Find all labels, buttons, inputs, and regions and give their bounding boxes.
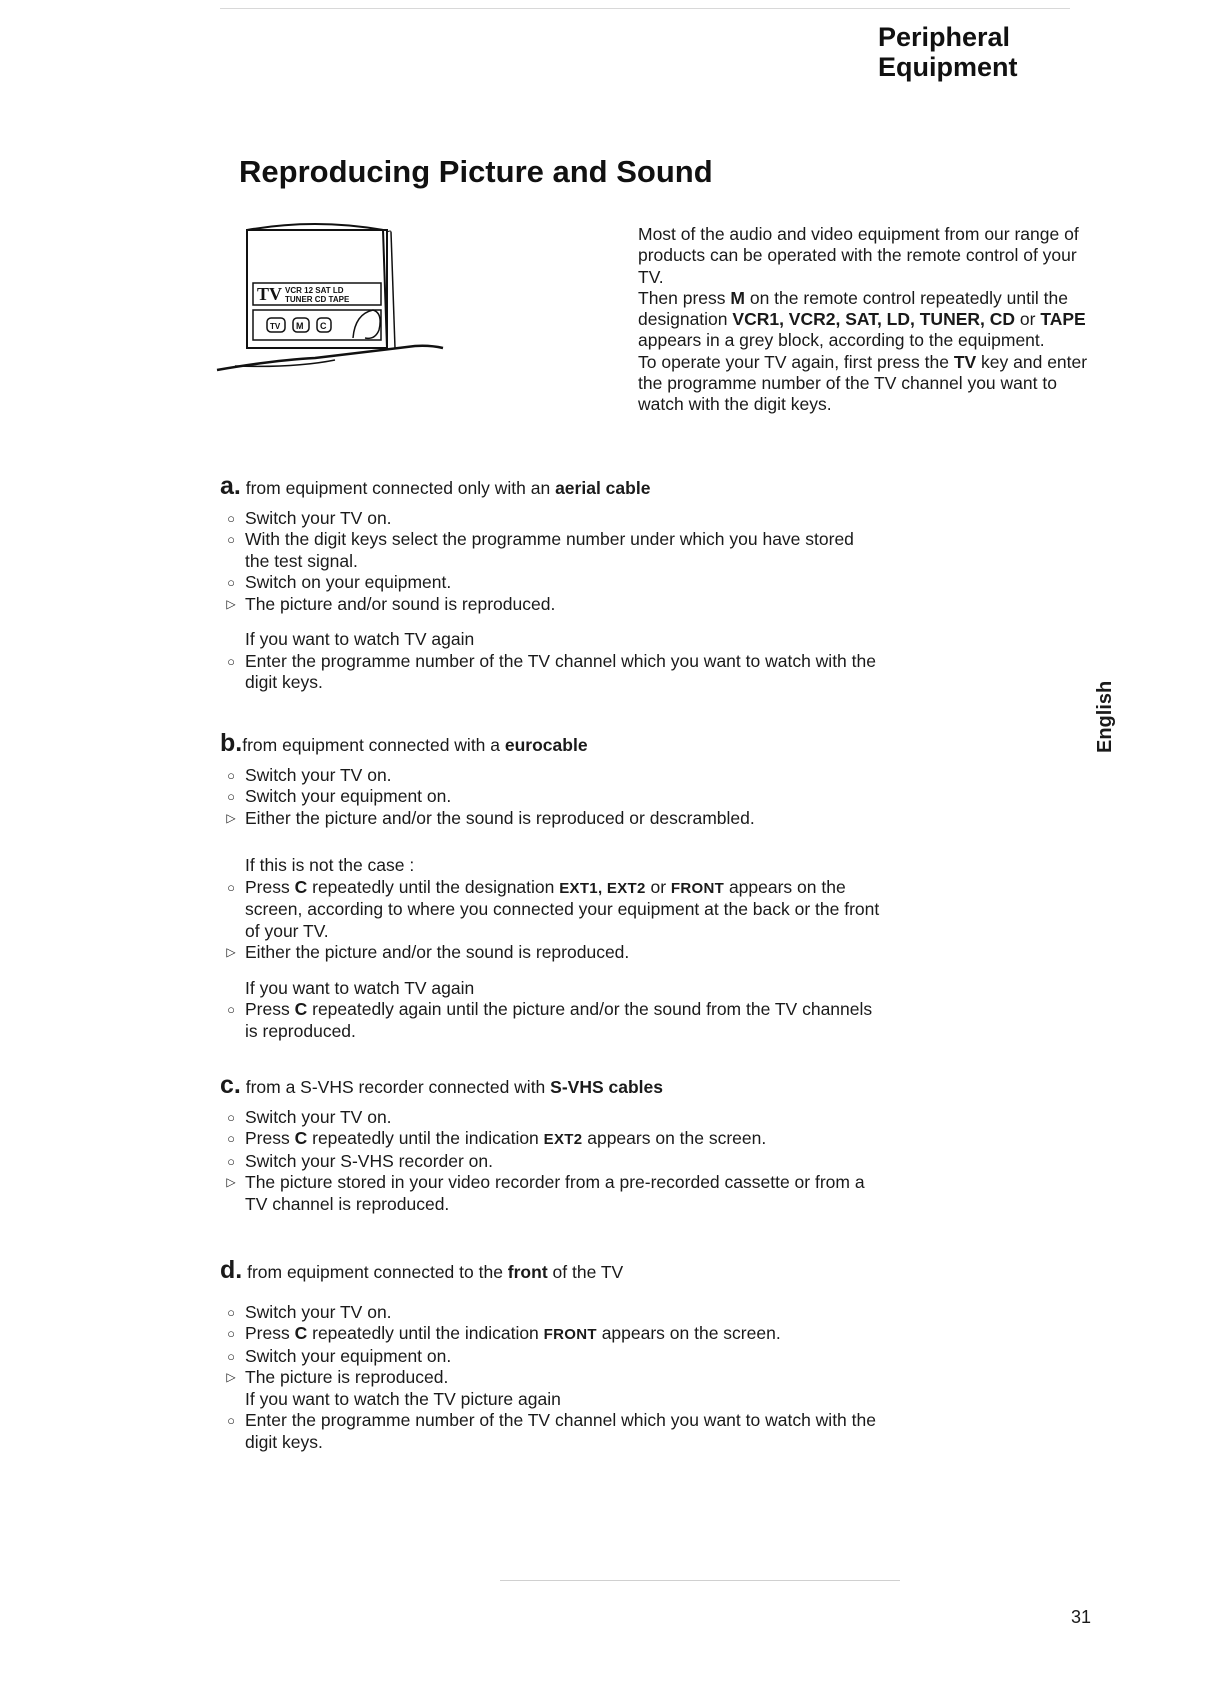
bullet-circle-icon: ○ [227, 1109, 235, 1125]
step-item: ○ Switch your TV on. [220, 508, 880, 530]
bullet-circle-icon: ○ [227, 767, 235, 783]
section-c-steps [220, 1107, 880, 1216]
bullet-circle-icon: ○ [227, 1153, 235, 1169]
section-header-line1: Peripheral [878, 22, 1011, 52]
step-item: ○ Press C repeatedly until the designation EXT1, EXT2 or FRONT appears on the screen, according to where you connected your equipment at the back or the front of your TV. [220, 877, 880, 943]
intro-paragraph-1: Most of the audio and video equipment from our range of products can be operated with the remote control of your TV. [638, 224, 1079, 287]
step-item: ○ Press C repeatedly until the indication EXT2 appears on the screen. [220, 1128, 880, 1151]
step-item: ○ Enter the programme number of the TV channel which you want to watch with the digit keys. [220, 1410, 880, 1453]
result-item: ▷ Either the picture and/or the sound is reproduced or descrambled. [220, 808, 880, 830]
section-a-note: If you want to watch TV again [245, 629, 475, 649]
section-a-steps [220, 508, 880, 616]
step-item: ○ Switch on your equipment. [220, 572, 880, 594]
step-item: ○ With the digit keys select the programme number under which you have stored the test signal. [220, 529, 880, 572]
section-header-line2: Equipment [878, 52, 1018, 82]
svg-text:TV: TV [270, 322, 281, 331]
result-arrow-icon: ▷ [226, 945, 236, 959]
section-b-note-1: If this is not the case : [245, 855, 415, 875]
intro-paragraph-3: To operate your TV again, first press the TV key and enter the programme number of the TV channel you want to watch with the digit keys. [638, 351, 1088, 415]
tv-sources-row1: VCR 12 SAT LD [285, 286, 344, 295]
bullet-circle-icon: ○ [227, 1348, 235, 1364]
step-item: ○ Switch your TV on. [220, 765, 880, 787]
section-d [220, 1256, 880, 1453]
bullet-circle-icon: ○ [227, 653, 235, 669]
result-arrow-icon: ▷ [226, 1175, 236, 1189]
pointing-finger-icon [353, 310, 380, 338]
result-item: ▷ The picture is reproduced. [220, 1367, 880, 1389]
step-item: ○ Switch your S-VHS recorder on. [220, 1151, 880, 1173]
result-item: ▷ The picture stored in your video recorder from a pre-recorded cassette or from a TV channel is reproduced. [220, 1172, 880, 1215]
section-b-title: b.from equipment connected with a eurocable [220, 729, 588, 757]
section-d-title: d. from equipment connected to the front of the TV [220, 1256, 624, 1284]
section-b-steps [220, 765, 880, 830]
tv-screen-illustration [215, 218, 445, 378]
step-item: ○ Switch your TV on. [220, 1302, 880, 1324]
step-item: ○ Enter the programme number of the TV channel which you want to watch with the digit keys. [220, 651, 880, 694]
section-b [220, 729, 880, 1042]
bullet-circle-icon: ○ [227, 1413, 235, 1428]
step-item: ○ Switch your TV on. [220, 1107, 880, 1129]
section-b-note-2: If you want to watch TV again [245, 977, 475, 998]
section-a-title: a. from equipment connected only with an aerial cable [220, 472, 651, 500]
channel-key-icon [317, 318, 331, 332]
language-tab: English [1094, 680, 1116, 753]
svg-text:C: C [320, 321, 327, 331]
section-c [220, 1071, 880, 1215]
section-header [878, 22, 1018, 82]
step-item: ○ Press C repeatedly until the indication FRONT appears on the screen. [220, 1323, 880, 1346]
result-item: ▷ The picture and/or sound is reproduced. [220, 594, 880, 616]
step-item: ○ Switch your equipment on. [220, 1346, 880, 1368]
menu-key-icon [293, 318, 309, 332]
section-d-note: If you want to watch the TV picture again [245, 1388, 561, 1409]
page-title: Reproducing Picture and Sound [239, 154, 713, 189]
scan-artifact-bottom [500, 1580, 900, 1581]
tv-sources-row2: TUNER CD TAPE [285, 295, 350, 304]
section-c-title: c. from a S-VHS recorder connected with S-VHS cables [220, 1071, 663, 1099]
result-arrow-icon: ▷ [226, 1370, 236, 1384]
tv-mode-label: TV [257, 284, 283, 304]
step-item: ○ Press C repeatedly again until the picture and/or the sound from the TV channels is reproduced. [220, 999, 880, 1042]
bullet-circle-icon: ○ [227, 1002, 235, 1017]
scan-artifact-top [220, 8, 1070, 9]
tv-key-icon [267, 318, 285, 332]
bullet-circle-icon: ○ [227, 1304, 235, 1320]
result-arrow-icon: ▷ [226, 810, 236, 825]
bullet-circle-icon: ○ [227, 1131, 235, 1146]
bullet-circle-icon: ○ [227, 575, 235, 590]
bullet-circle-icon: ○ [227, 879, 235, 895]
bullet-circle-icon: ○ [227, 789, 235, 804]
section-a [220, 472, 880, 694]
step-item: ○ Switch your equipment on. [220, 786, 880, 808]
intro-paragraph-2: Then press M on the remote control repeatedly until the designation VCR1, VCR2, SAT, LD, TUNER, CD or TAPE appears in a grey block, according to the equipment. [638, 287, 1086, 351]
bullet-circle-icon: ○ [227, 510, 235, 526]
bullet-circle-icon: ○ [227, 532, 235, 547]
intro-text [638, 224, 1098, 416]
page-number: 31 [1071, 1607, 1092, 1627]
result-arrow-icon: ▷ [226, 596, 236, 611]
bullet-circle-icon: ○ [227, 1326, 235, 1341]
result-item: ▷ Either the picture and/or the sound is reproduced. [220, 942, 880, 964]
section-d-steps [220, 1302, 880, 1389]
svg-text:M: M [296, 321, 304, 331]
